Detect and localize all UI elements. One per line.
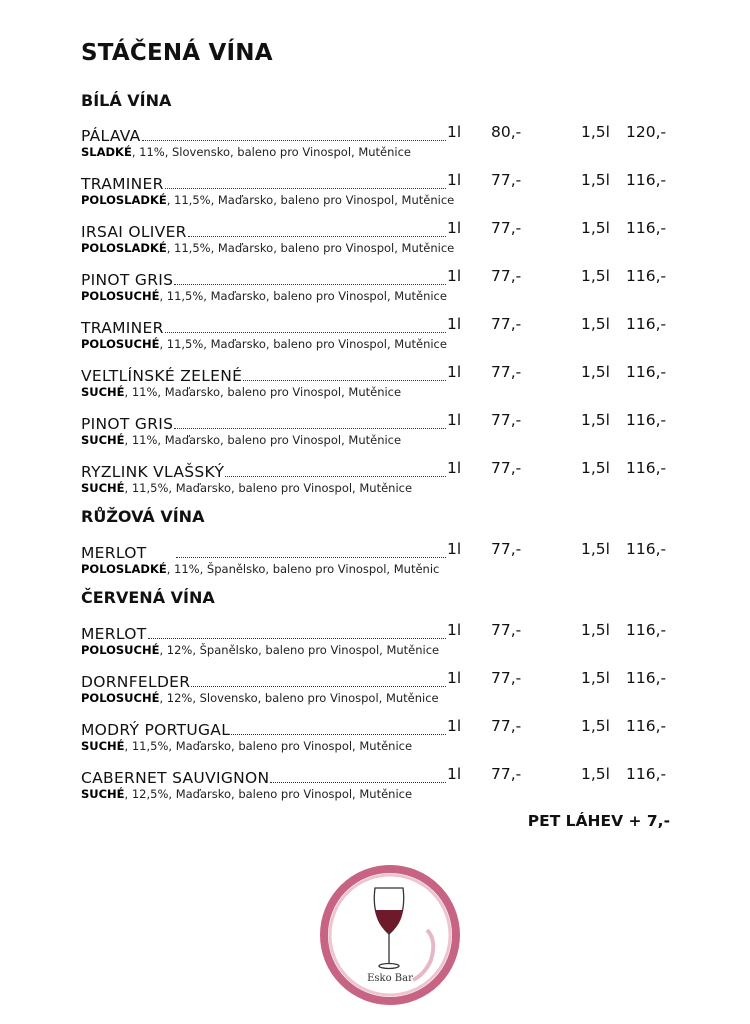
wine-name: PÁLAVA (81, 127, 141, 145)
price-large: 116,- (626, 540, 667, 558)
wine-detail: , 11,5%, Maďarsko, baleno pro Vinospol, Mutěnice (159, 289, 447, 303)
wine-description (81, 337, 447, 351)
wine-name: MERLOT (81, 625, 147, 643)
price-small: 77,- (491, 315, 522, 333)
volume-large: 1,5l (581, 459, 610, 477)
wine-detail: , 11,5%, Maďarsko, baleno pro Vinospol, Mutěnice (159, 337, 447, 351)
menu-item (81, 315, 681, 355)
wine-name: PINOT GRIS (81, 271, 174, 289)
price-large: 116,- (626, 219, 667, 237)
wine-description (81, 241, 454, 255)
price-small: 77,- (491, 411, 522, 429)
wine-name: RYZLINK VLAŠSKÝ (81, 463, 225, 481)
volume-large: 1,5l (581, 621, 610, 639)
price-small: 77,- (491, 765, 522, 783)
price-large: 116,- (626, 717, 667, 735)
menu-item (81, 363, 681, 403)
wine-type: POLOSUCHÉ (81, 643, 160, 657)
wine-detail: , 12%, Slovensko, baleno pro Vinospol, Mutěnice (159, 691, 439, 705)
wine-detail: , 11%, Slovensko, baleno pro Vinospol, Mutěnice (131, 145, 412, 159)
volume-small: 1l (447, 411, 462, 429)
logo-text: Esko Bar (367, 973, 413, 984)
price-large: 120,- (626, 123, 667, 141)
price-small: 77,- (491, 267, 522, 285)
volume-small: 1l (447, 171, 462, 189)
wine-type: POLOSLADKÉ (81, 241, 167, 255)
dot-leader (142, 139, 446, 141)
wine-description (81, 385, 401, 399)
price-small: 77,- (491, 219, 522, 237)
wine-description (81, 433, 401, 447)
wine-type: SUCHÉ (81, 433, 125, 447)
dot-leader (188, 235, 446, 237)
volume-small: 1l (447, 540, 462, 558)
wine-description (81, 739, 412, 753)
price-small: 80,- (491, 123, 522, 141)
price-small: 77,- (491, 621, 522, 639)
wine-name: TRAMINER (81, 175, 164, 193)
price-small: 77,- (491, 717, 522, 735)
wine-detail: , 11,5%, Maďarsko, baleno pro Vinospol, Mutěnice (166, 241, 455, 255)
dot-leader (174, 427, 446, 429)
wine-description (81, 289, 447, 303)
wine-name: MERLOT (81, 544, 147, 562)
menu-item (81, 219, 681, 259)
price-small: 77,- (491, 171, 522, 189)
wine-type: POLOSLADKÉ (81, 562, 167, 576)
price-large: 116,- (626, 765, 667, 783)
menu-item (81, 621, 681, 661)
wine-detail: , 11%, Španělsko, baleno pro Vinospol, Mutěnic (166, 562, 440, 576)
volume-small: 1l (447, 363, 462, 381)
price-large: 116,- (626, 171, 667, 189)
wine-type: SUCHÉ (81, 481, 125, 495)
wine-detail: , 11,5%, Maďarsko, baleno pro Vinospol, Mutěnice (124, 739, 413, 753)
wine-detail: , 11,5%, Maďarsko, baleno pro Vinospol, Mutěnice (124, 481, 413, 495)
volume-small: 1l (447, 621, 462, 639)
wine-detail: , 12,5%, Maďarsko, baleno pro Vinospol, Mutěnice (124, 787, 413, 801)
dot-leader (148, 637, 447, 639)
price-small: 77,- (491, 540, 522, 558)
volume-large: 1,5l (581, 669, 610, 687)
pet-bottle-note: PET LÁHEV + 7,- (527, 812, 670, 830)
price-large: 116,- (626, 315, 667, 333)
esko-bar-logo (315, 860, 465, 1010)
dot-leader (165, 331, 446, 333)
wine-glass-icon (374, 888, 403, 969)
wine-type: POLOSUCHÉ (81, 337, 160, 351)
volume-small: 1l (447, 669, 462, 687)
dot-leader (191, 685, 446, 687)
wine-description (81, 145, 411, 159)
price-large: 116,- (626, 267, 667, 285)
menu-item (81, 411, 681, 451)
volume-large: 1,5l (581, 765, 610, 783)
volume-large: 1,5l (581, 717, 610, 735)
price-large: 116,- (626, 411, 667, 429)
dot-leader (243, 379, 446, 381)
price-small: 77,- (491, 459, 522, 477)
wine-type: POLOSUCHÉ (81, 691, 160, 705)
dot-leader (176, 556, 447, 558)
volume-large: 1,5l (581, 363, 610, 381)
wine-description (81, 787, 412, 801)
volume-large: 1,5l (581, 540, 610, 558)
wine-name: VELTLÍNSKÉ ZELENÉ (81, 367, 243, 385)
wine-name: CABERNET SAUVIGNON (81, 769, 270, 787)
menu-item (81, 123, 681, 163)
wine-type: SUCHÉ (81, 739, 125, 753)
dot-leader (165, 187, 446, 189)
volume-small: 1l (447, 219, 462, 237)
wine-type: POLOSLADKÉ (81, 193, 167, 207)
wine-type: SUCHÉ (81, 385, 125, 399)
wine-type: SUCHÉ (81, 787, 125, 801)
menu-item (81, 267, 681, 307)
menu-item (81, 669, 681, 709)
price-large: 116,- (626, 669, 667, 687)
wine-type: POLOSUCHÉ (81, 289, 160, 303)
wine-name: TRAMINER (81, 319, 164, 337)
volume-large: 1,5l (581, 315, 610, 333)
menu-item (81, 540, 681, 580)
volume-small: 1l (447, 123, 462, 141)
wine-description (81, 691, 439, 705)
volume-small: 1l (447, 459, 462, 477)
volume-small: 1l (447, 315, 462, 333)
wine-name: PINOT GRIS (81, 415, 174, 433)
menu-item (81, 765, 681, 805)
volume-large: 1,5l (581, 171, 610, 189)
dot-leader (225, 475, 446, 477)
wine-detail: , 11,5%, Maďarsko, baleno pro Vinospol, Mutěnice (166, 193, 455, 207)
wine-detail: , 12%, Španělsko, baleno pro Vinospol, Mutěnice (159, 643, 440, 657)
page-title: STÁČENÁ VÍNA (81, 40, 273, 66)
wine-detail: , 11%, Maďarsko, baleno pro Vinospol, Mutěnice (124, 385, 402, 399)
volume-large: 1,5l (581, 123, 610, 141)
volume-large: 1,5l (581, 267, 610, 285)
wine-name: MODRÝ PORTUGAL (81, 721, 231, 739)
wine-detail: , 11%, Maďarsko, baleno pro Vinospol, Mutěnice (124, 433, 402, 447)
volume-small: 1l (447, 267, 462, 285)
dot-leader (231, 733, 446, 735)
dot-leader (174, 283, 446, 285)
wine-description (81, 481, 412, 495)
wine-description (81, 562, 439, 576)
price-large: 116,- (626, 621, 667, 639)
section-rose-wines: RŮŽOVÁ VÍNA (81, 507, 205, 526)
menu-item (81, 717, 681, 757)
price-small: 77,- (491, 669, 522, 687)
volume-large: 1,5l (581, 411, 610, 429)
dot-leader (270, 781, 446, 783)
price-large: 116,- (626, 363, 667, 381)
menu-item (81, 171, 681, 211)
volume-small: 1l (447, 717, 462, 735)
section-red-wines: ČERVENÁ VÍNA (81, 588, 215, 607)
wine-name: DORNFELDER (81, 673, 191, 691)
volume-small: 1l (447, 765, 462, 783)
wine-name: IRSAI OLIVER (81, 223, 187, 241)
wine-description (81, 643, 439, 657)
section-white-wines: BÍLÁ VÍNA (81, 91, 172, 110)
menu-item (81, 459, 681, 499)
wine-description (81, 193, 454, 207)
price-small: 77,- (491, 363, 522, 381)
volume-large: 1,5l (581, 219, 610, 237)
price-large: 116,- (626, 459, 667, 477)
wine-type: SLADKÉ (81, 145, 132, 159)
